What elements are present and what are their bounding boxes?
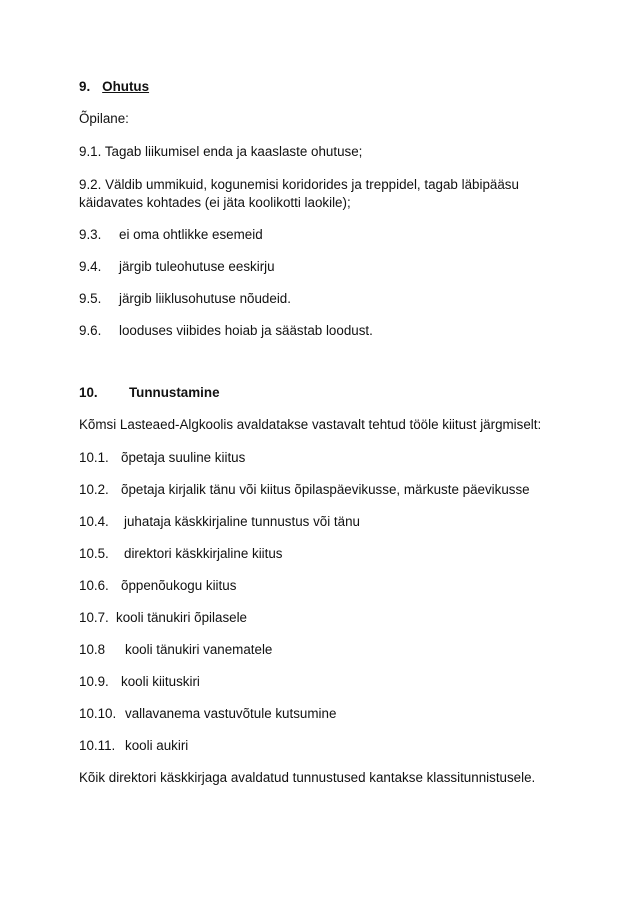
item-number: 10.9.	[79, 674, 109, 689]
list-item-10-2	[79, 481, 530, 499]
list-item-9-5	[79, 290, 291, 308]
section-9-title: Ohutus	[102, 79, 150, 94]
item-text: järgib tuleohutuse eeskirju	[119, 259, 275, 274]
item-text: õpetaja suuline kiitus	[121, 450, 246, 465]
item-number: 10.5.	[79, 546, 109, 561]
item-number: 10.1.	[79, 450, 109, 465]
list-item-10-5	[79, 545, 283, 563]
item-text: õpetaja kirjalik tänu või kiitus õpilaspäevikusse, märkuste päevikusse	[121, 482, 530, 497]
item-number: 10.7.	[79, 610, 109, 625]
item-number: 9.3.	[79, 227, 102, 242]
item-text: kooli aukiri	[125, 738, 189, 753]
item-text: looduses viibides hoiab ja säästab loodust.	[119, 323, 373, 338]
item-text: järgib liiklusohutuse nõudeid.	[119, 291, 291, 306]
item-text: kooli kiituskiri	[121, 674, 200, 689]
item-number: 9.5.	[79, 291, 102, 306]
item-number: 9.1.	[79, 144, 102, 159]
section-10-title: Tunnustamine	[129, 385, 220, 400]
section-9-heading	[79, 78, 149, 96]
item-text: Tagab liikumisel enda ja kaaslaste ohutuse;	[104, 144, 363, 159]
item-number: 9.2.	[79, 177, 102, 192]
section-9-number: 9.	[79, 79, 91, 94]
section-10-intro: Kõmsi Lasteaed-Algkoolis avaldatakse vastavalt tehtud tööle kiitust järgmiselt:	[79, 417, 542, 432]
item-number: 10.8	[79, 642, 106, 657]
list-item-10-9	[79, 673, 200, 691]
list-item-10-4	[79, 513, 360, 531]
list-item-9-4	[79, 258, 275, 276]
item-number: 10.10.	[79, 706, 117, 721]
item-number: 9.4.	[79, 259, 102, 274]
list-item-10-7	[79, 609, 247, 627]
list-item-10-10	[79, 705, 336, 723]
item-number: 10.2.	[79, 482, 109, 497]
item-number: 10.6.	[79, 578, 109, 593]
list-item-10-1	[79, 449, 245, 467]
item-text: kooli tänukiri vanematele	[125, 642, 273, 657]
section-10-closing: Kõik direktori käskkirjaga avaldatud tunnustused kantakse klassitunnistusele.	[79, 770, 536, 785]
item-number: 10.11.	[79, 738, 116, 753]
section-10-heading	[79, 384, 220, 402]
list-item-9-1	[79, 143, 362, 161]
item-text: Väldib ummikuid, kogunemisi koridorides ja treppidel, tagab läbipääsu	[105, 177, 519, 192]
item-text: juhataja käskkirjaline tunnustus või tänu	[124, 514, 360, 529]
item-number: 9.6.	[79, 323, 102, 338]
list-item-9-2-continued: käidavates kohtades (ei jäta koolikotti laokile);	[79, 195, 351, 210]
list-item-10-11	[79, 737, 188, 755]
list-item-10-6	[79, 577, 236, 595]
section-9-intro: Õpilane:	[79, 111, 129, 126]
section-10-number: 10.	[79, 385, 98, 400]
item-text: kooli tänukiri õpilasele	[116, 610, 248, 625]
item-text: õppenõukogu kiitus	[121, 578, 237, 593]
list-item-10-8	[79, 641, 272, 659]
item-text: ei oma ohtlikke esemeid	[119, 227, 263, 242]
item-text: vallavanema vastuvõtule kutsumine	[125, 706, 337, 721]
list-item-9-3	[79, 226, 263, 244]
list-item-9-2	[79, 176, 519, 194]
item-number: 10.4.	[79, 514, 109, 529]
document-page	[79, 0, 599, 902]
item-text: direktori käskkirjaline kiitus	[124, 546, 283, 561]
list-item-9-6	[79, 322, 373, 340]
